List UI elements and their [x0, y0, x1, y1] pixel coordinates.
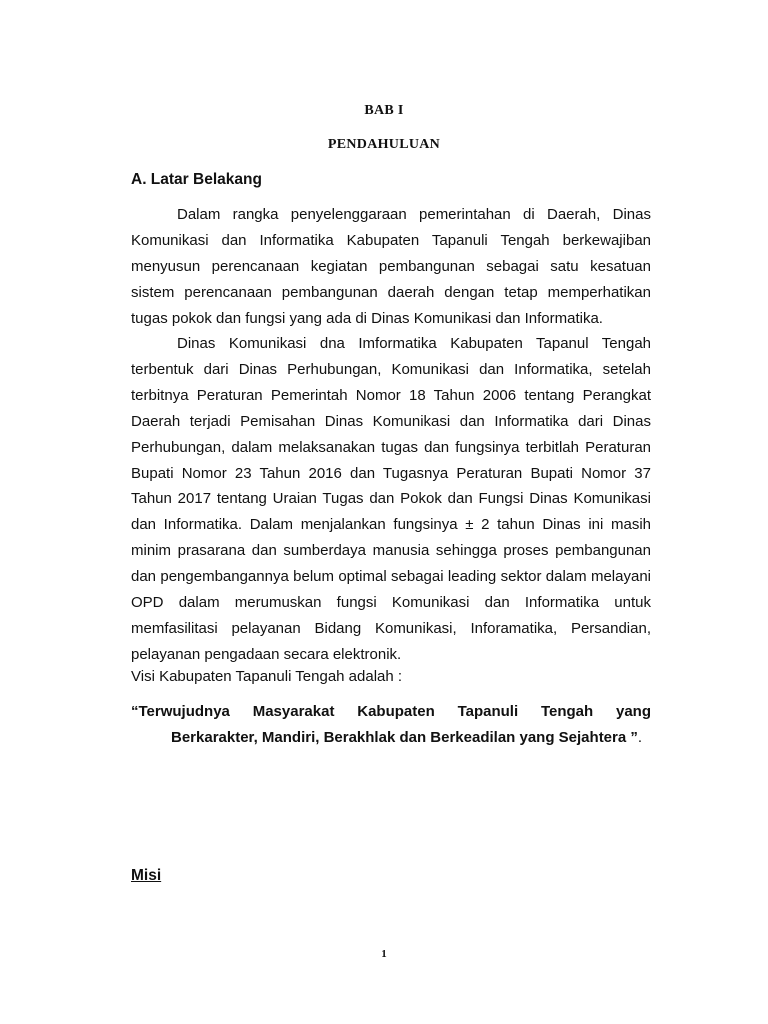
paragraph-2: Dinas Komunikasi dna Imformatika Kabupaten Tapanul Tengah terbentuk dari Dinas Perhubungan, Komunikasi dan Informatika, setelah terbitnya Peraturan Pemerintah Nomor 18 Tahun 2006 tentang Perangkat Daerah terjadi Pemisahan Dinas Komunikasi dan Informatika dari Dinas Perhubungan, dalam melaksanakan tugas dan fungsinya terbitlah Peraturan Bupati Nomor 23 Tahun 2016 dan Tugasnya Peraturan Bupati Nomor 37 Tahun 2017 tentang Uraian Tugas dan Pokok dan Fungsi Dinas Komunikasi dan Informatika. Dalam menjalankan fungsinya ± 2 tahun Dinas ini masih minim prasarana dan sumberdaya manusia sehingga proses pembangunan dan pengembangannya belum optimal sebagai leading sektor dalam melayani OPD dalam merumuskan fungsi Komunikasi dan Informatika untuk memfasilitasi pelayanan Bidang Komunikasi, Inforamatika, Persandian, pelayanan pengadaan secara elektronik.: [131, 335, 651, 663]
visi-statement: [131, 699, 651, 751]
visi-end-period: .: [637, 729, 643, 746]
chapter-number: BAB I: [364, 103, 404, 118]
visi-line-2-text: Berkarakter, Mandiri, Berakhlak dan Berkeadilan yang Sejahtera ”: [171, 729, 638, 746]
visi-line-1: “Terwujudnya Masyarakat Kabupaten Tapanuli Tengah yang: [131, 703, 651, 720]
paragraph-1: Dalam rangka penyelenggaraan pemerintahan di Daerah, Dinas Komunikasi dan Informatika Kabupaten Tapanuli Tengah berkewajiban menyusun perencanaan kegiatan pembangunan sebagai satu kesatuan sistem perencanaan pembangunan daerah dengan tetap memperhatikan tugas pokok dan fungsi yang ada di Dinas Komunikasi dan Informatika.: [131, 206, 651, 327]
misi-heading: Misi: [131, 867, 162, 884]
visi-line-2: [131, 725, 651, 751]
page-number: 1: [381, 948, 387, 960]
section-title: A. Latar Belakang: [131, 171, 262, 188]
visi-intro: Visi Kabupaten Tapanuli Tengah adalah :: [131, 668, 403, 685]
chapter-title: PENDAHULUAN: [327, 137, 441, 152]
